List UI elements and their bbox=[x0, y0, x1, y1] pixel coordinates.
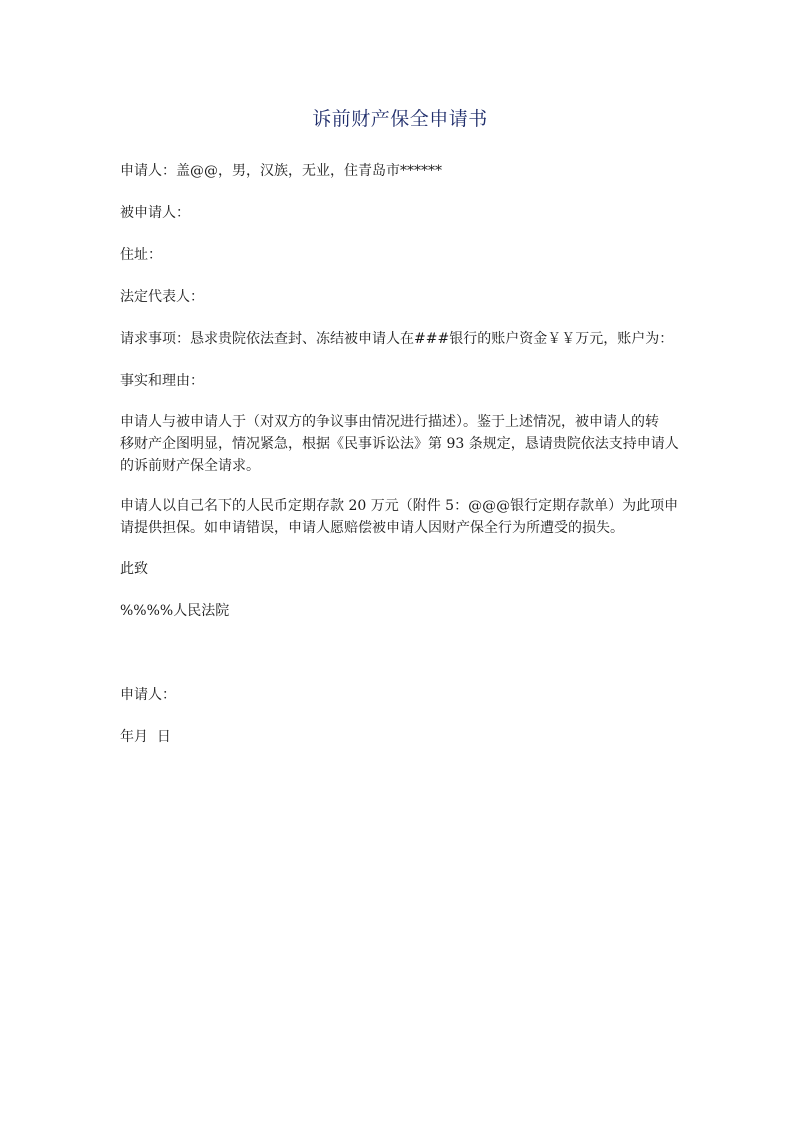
facts-heading: 事实和理由： bbox=[120, 373, 204, 389]
claims-line: 请求事项：恳求贵院依法查封、冻结被申请人在###银行的账户资金￥￥万元，账户为： bbox=[120, 331, 674, 347]
respondent-line: 被申请人： bbox=[120, 205, 190, 221]
facts-line: 的诉前财产保全请求。 bbox=[120, 458, 260, 474]
date-text: 年月 日 bbox=[120, 729, 171, 745]
date-line bbox=[120, 726, 680, 748]
court-name: %%%%人民法院 bbox=[120, 603, 230, 619]
facts-line: 申请人与被申请人于（对双方的争议事由情况进行描述）。鉴于上述情况，被申请人的转 bbox=[120, 414, 659, 430]
legal-representative-line: 法定代表人： bbox=[120, 289, 204, 305]
document-title: 诉前财产保全申请书 bbox=[312, 108, 488, 130]
facts-paragraph bbox=[120, 411, 680, 477]
guarantee-line: 申请人以自己名下的人民币定期存款 20 万元（附件 5：@@@银行定期存款单）为此项申 bbox=[120, 498, 679, 514]
facts-line: 移财产企图明显，情况紧急，根据《民事诉讼法》第 93 条规定，恳请贵院依法支持申请人 bbox=[120, 436, 679, 452]
guarantee-line: 请提供担保。如申请错误，申请人愿赔偿被申请人因财产保全行为所遭受的损失。 bbox=[120, 520, 624, 536]
salutation: 此致 bbox=[120, 561, 148, 577]
address-line: 住址： bbox=[120, 247, 162, 263]
applicant-line: 申请人：盖@@，男，汉族，无业，住青岛市****** bbox=[120, 163, 442, 179]
guarantee-paragraph bbox=[120, 495, 680, 539]
signature-line: 申请人： bbox=[120, 687, 176, 703]
